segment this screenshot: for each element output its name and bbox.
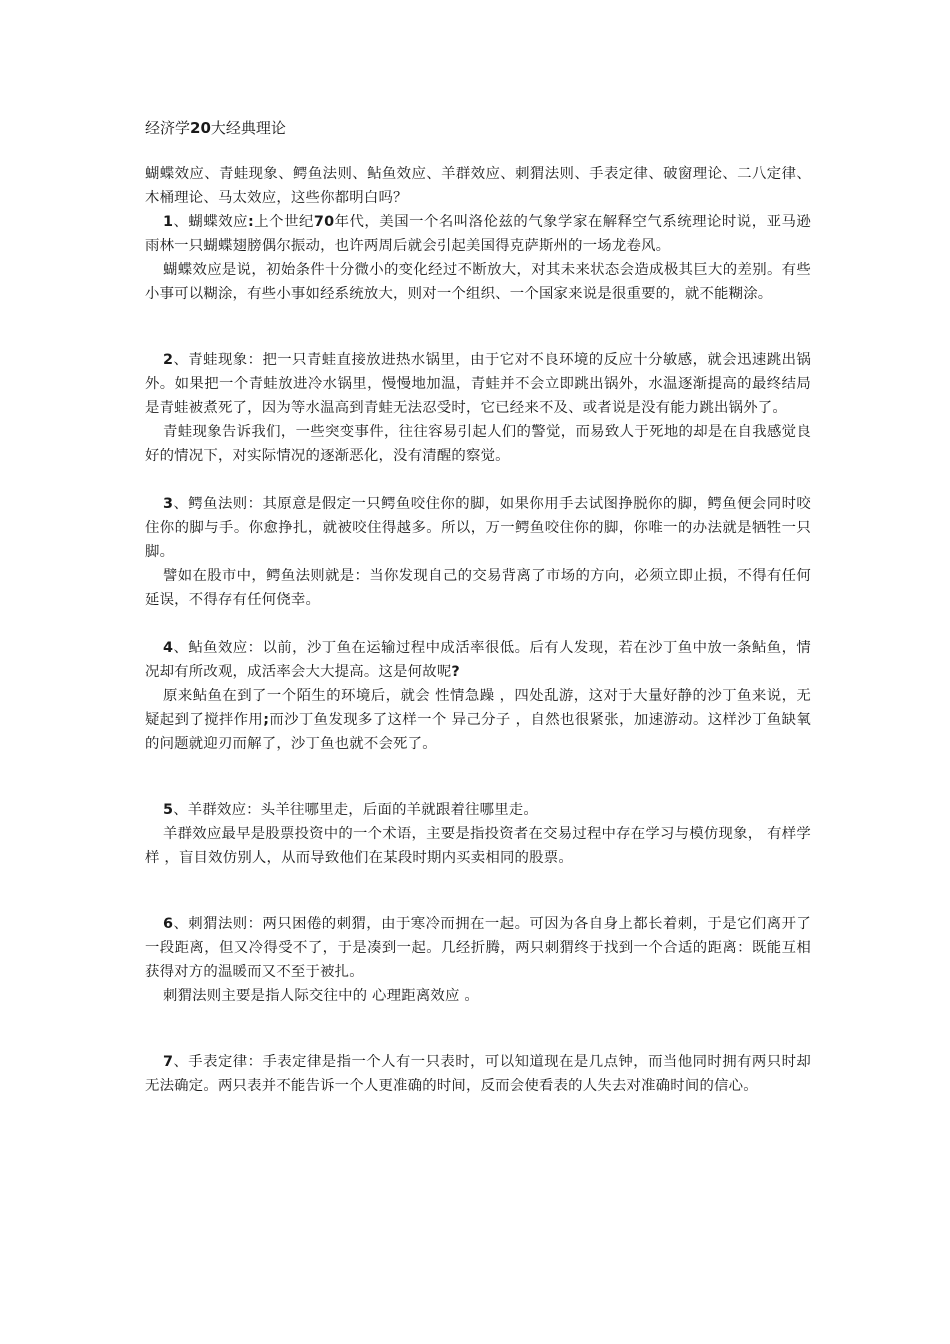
section-3-explain: 譬如在股市中，鳄鱼法则就是：当你发现自己的交易背离了市场的方向，必须立即止损，不得有任何延误，不得存有任何侥幸。 [145, 568, 811, 608]
section-1-explain: 蝴蝶效应是说，初始条件十分微小的变化经过不断放大，对其未来状态会造成极其巨大的差别。有些小事可以糊涂，有些小事如经系统放大，则对一个组织、一个国家来说是很重要的，就不能糊涂。 [145, 262, 811, 302]
spacer [145, 756, 811, 780]
section-4-explain: 原来鲇鱼在到了一个陌生的环境后，就会 性情急躁 ，四处乱游，这对于大量好静的沙丁鱼来说，无疑起到了搅拌作用;而沙丁鱼发现多了这样一个 异己分子 ，自然也很紧张，加速游动。这样沙丁鱼缺氧的问题就迎刃而解了，沙丁鱼也就不会死了。 [145, 688, 811, 752]
spacer [145, 1032, 811, 1050]
spacer [145, 1008, 811, 1032]
spacer [145, 870, 811, 894]
section-7-lead: 7、手表定律：手表定律是指一个人有一只表时，可以知道现在是几点钟，而当他同时拥有两只时却无法确定。两只表并不能告诉一个人更准确的时间，反而会使看表的人失去对准确时间的信心。 [145, 1054, 811, 1094]
section-2-lead: 2、青蛙现象：把一只青蛙直接放进热水锅里，由于它对不良环境的反应十分敏感，就会迅速跳出锅外。如果把一个青蛙放进冷水锅里，慢慢地加温，青蛙并不会立即跳出锅外，水温逐渐提高的最终结局是青蛙被煮死了，因为等水温高到青蛙无法忍受时，它已经来不及、或者说是没有能力跳出锅外了。 [145, 352, 811, 416]
spacer [145, 894, 811, 912]
document-page [145, 108, 811, 1098]
spacer [145, 330, 811, 348]
section-3-lead: 3、鳄鱼法则：其原意是假定一只鳄鱼咬住你的脚，如果你用手去试图挣脱你的脚，鳄鱼便会同时咬住你的脚与手。你愈挣扎，就被咬住得越多。所以，万一鳄鱼咬住你的脚，你唯一的办法就是牺牲一只脚。 [145, 496, 811, 560]
spacer [145, 612, 811, 636]
intro-paragraph: 蝴蝶效应、青蛙现象、鳄鱼法则、鲇鱼效应、羊群效应、刺猬法则、手表定律、破窗理论、二八定律、木桶理论、马太效应，这些你都明白吗？ [145, 166, 811, 206]
section-5-explain: 羊群效应最早是股票投资中的一个术语，主要是指投资者在交易过程中存在学习与模仿现象， 有样学样 ，盲目效仿别人，从而导致他们在某段时期内买卖相同的股票。 [145, 826, 811, 866]
spacer [145, 306, 811, 330]
spacer [145, 780, 811, 798]
section-6-lead: 6、刺猬法则：两只困倦的刺猬，由于寒冷而拥在一起。可因为各自身上都长着刺，于是它们离开了一段距离，但又冷得受不了，于是凑到一起。几经折腾，两只刺猬终于找到一个合适的距离：既能互相获得对方的温暖而又不至于被扎。 [145, 916, 811, 980]
section-1-lead: 1、蝴蝶效应:上个世纪70年代，美国一个名叫洛伦兹的气象学家在解释空气系统理论时说，亚马逊雨林一只蝴蝶翅膀偶尔振动，也许两周后就会引起美国得克萨斯州的一场龙卷风。 [145, 214, 811, 254]
section-5-lead: 5、羊群效应：头羊往哪里走，后面的羊就跟着往哪里走。 [163, 802, 538, 818]
document-title: 经济学20大经典理论 [145, 119, 286, 137]
section-6-explain: 刺猬法则主要是指人际交往中的 心理距离效应 。 [163, 988, 479, 1004]
section-2-explain: 青蛙现象告诉我们，一些突变事件，往往容易引起人们的警觉，而易致人于死地的却是在自我感觉良好的情况下，对实际情况的逐渐恶化，没有清醒的察觉。 [145, 424, 811, 464]
spacer [145, 468, 811, 492]
section-4-lead: 4、鲇鱼效应：以前，沙丁鱼在运输过程中成活率很低。后有人发现，若在沙丁鱼中放一条鲇鱼，情况却有所改观，成活率会大大提高。这是何故呢? [145, 640, 811, 680]
